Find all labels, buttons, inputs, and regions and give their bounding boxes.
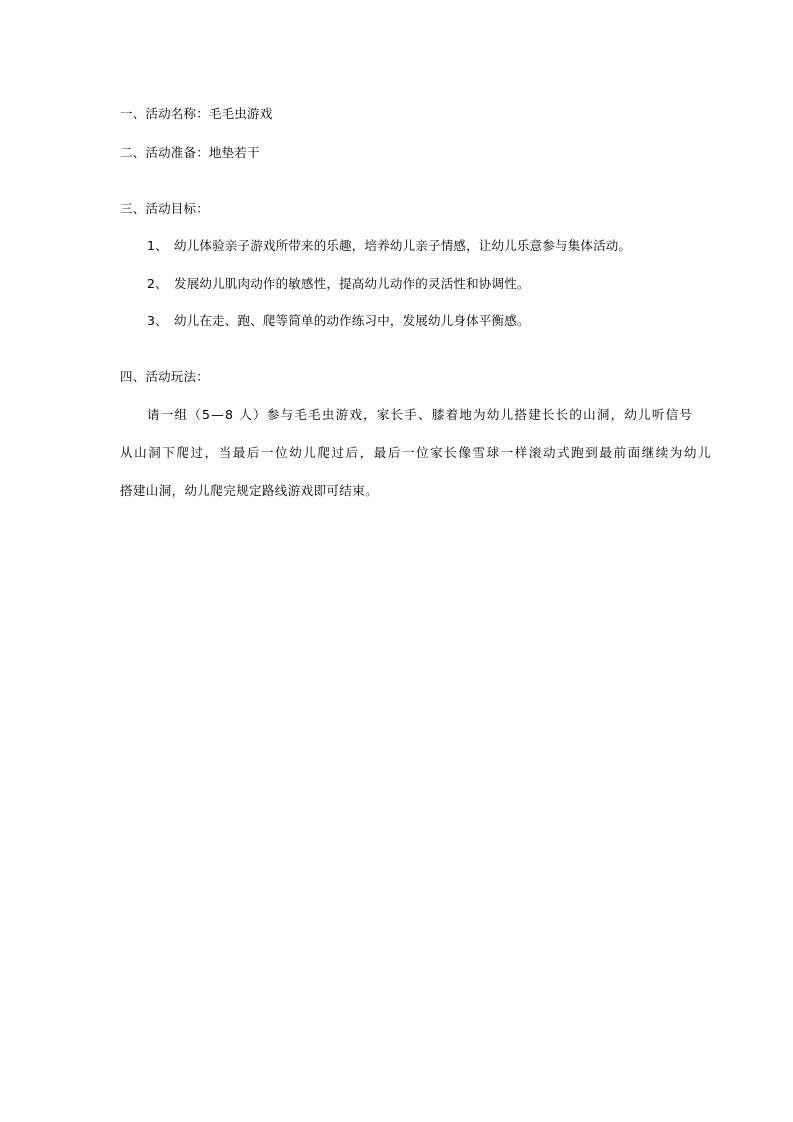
play-paragraph-line: 搭建山洞，幼儿爬完规定路线游戏即可结束。	[120, 483, 379, 498]
goal-text: 幼儿体验亲子游戏所带来的乐趣，培养幼儿亲子情感，让幼儿乐意参与集体活动。	[174, 238, 632, 253]
goal-item	[147, 313, 530, 329]
goal-number: 3、	[147, 313, 168, 328]
play-paragraph-line: 从山洞下爬过，当最后一位幼儿爬过后，最后一位家长像雪球一样滚动式跑到最前面继续为幼儿	[120, 445, 713, 460]
goal-number: 2、	[147, 276, 168, 291]
section-activity-prep: 二、活动准备：地垫若干	[120, 145, 260, 160]
section-play-heading: 四、活动玩法：	[120, 369, 209, 384]
section-activity-name: 一、活动名称：毛毛虫游戏	[120, 106, 273, 121]
goal-item	[147, 276, 530, 292]
section-goals-heading: 三、活动目标：	[120, 201, 209, 216]
goal-item	[147, 238, 631, 254]
play-paragraph-line: 请一组（5—8 人）参与毛毛虫游戏，家长手、膝着地为幼儿搭建长长的山洞，幼儿听信号	[147, 407, 694, 422]
goal-text: 发展幼儿肌肉动作的敏感性，提高幼儿动作的灵活性和协调性。	[174, 276, 530, 291]
goal-text: 幼儿在走、跑、爬等简单的动作练习中，发展幼儿身体平衡感。	[174, 313, 530, 328]
goal-number: 1、	[147, 238, 168, 253]
